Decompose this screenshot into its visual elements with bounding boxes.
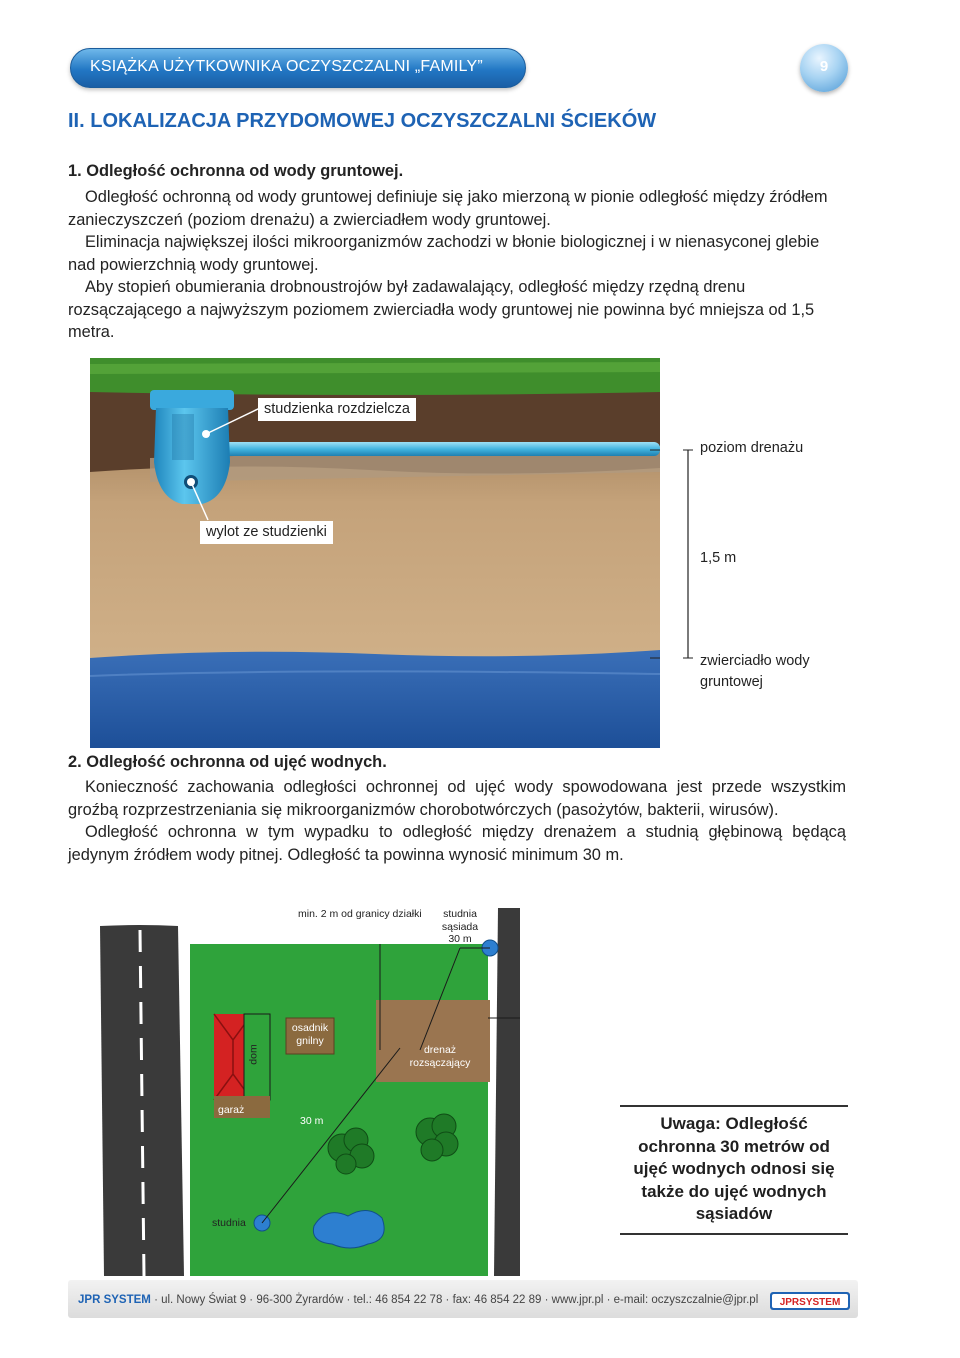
- label-min-road: min. 2 m od drogi: [522, 1008, 578, 1033]
- page-number: 9: [819, 58, 829, 75]
- footer-separator-icon: ·: [154, 1294, 162, 1306]
- paragraph: Eliminacja największej ilości mikroorganizmów zachodzi w błonie biologicznej i w nienasyconej glebie nad powierzchnią wody gruntowej.: [68, 233, 820, 274]
- label-septic-tank: osadnik gnilny: [291, 1022, 329, 1047]
- label-drain-field: drenaż rozsączający: [409, 1044, 471, 1069]
- label-neighbor-well: studnia sąsiada: [441, 908, 479, 933]
- drain-pipe: [210, 442, 660, 456]
- svg-text:JPRSYSTEM: JPRSYSTEM: [779, 1297, 841, 1308]
- plot-plan-diagram: [100, 900, 520, 1276]
- paragraph: Odległość ochronna w tym wypadku to odległość między drenażem a studnią głębinową będącą jedynym źródłem wody pitnej. Odległość ta powinna wynosić minimum 30 m.: [68, 823, 846, 864]
- label-outlet: wylot ze studzienki: [200, 521, 333, 544]
- footer-company: JPR SYSTEM: [78, 1294, 151, 1306]
- label-house: dom: [247, 1044, 260, 1065]
- distribution-well-cap: [150, 390, 234, 410]
- label-neighbor-distance: 30 m: [448, 933, 472, 945]
- section-heading: II. LOKALIZACJA PRZYDOMOWEJ OCZYSZCZALNI ŚCIEKÓW: [68, 110, 657, 132]
- distance-dimension-line: [680, 448, 700, 668]
- subsection-1-heading: 1. Odległość ochronna od wody gruntowej.: [68, 162, 404, 180]
- subsection-1-body: [68, 186, 846, 344]
- label-garage: garaż: [218, 1104, 245, 1116]
- right-road: [494, 908, 520, 1276]
- label-well: studnia: [212, 1217, 246, 1229]
- footer-address: ul. Nowy Świat 9 · 96-300 Żyrardów · tel.: 46 854 22 78 · fax: 46 854 22 89 · www.jpr.pl · e-mail: oczyszczalnie@jpr.pl: [161, 1294, 759, 1306]
- paragraph: Odległość ochronną od wody gruntowej definiuje się jako mierzoną w pionie odległość między źródłem zanieczyszczeń (poziom drenażu) a zwierciadłem wody gruntowej.: [68, 188, 828, 229]
- pond: [313, 1210, 384, 1248]
- paragraph: Aby stopień obumierania drobnoustrojów był zadawalający, odległość między rzędną drenu rozsączającego a najwyższym poziomem zwierciadła wody gruntowej nie powinna być mniejsza od 1,5 metra.: [68, 278, 815, 341]
- note-text: Uwaga: Odległość ochronna 30 metrów od ujęć wodnych odnosi się także do ujęć wodnych sąsiadów: [633, 1114, 835, 1223]
- company-logo: [770, 1288, 850, 1314]
- header-title: KSIĄŻKA UŻYTKOWNIKA OCZYSZCZALNI „FAMILY”: [90, 58, 483, 75]
- label-drain-level: poziom drenażu: [700, 440, 804, 456]
- label-water-table: zwierciadło wody gruntowej: [700, 653, 810, 690]
- groundwater-layer: [90, 650, 660, 748]
- subsection-2-body: [68, 776, 846, 866]
- label-distance-1-5m: 1,5 m: [700, 550, 737, 566]
- label-distribution-well: studzienka rozdzielcza: [258, 398, 416, 421]
- label-distance-30m: 30 m: [300, 1115, 324, 1127]
- label-min-boundary: min. 2 m od granicy działki: [298, 908, 422, 920]
- footer-text: [78, 1294, 758, 1306]
- subsection-2-heading: 2. Odległość ochronna od ujęć wodnych.: [68, 753, 387, 771]
- paragraph: Konieczność zachowania odległości ochronnej od ujęć wody spowodowana jest przede wszystkim groźbą rozprzestrzeniania się mikroorganizmów chorobotwórczych (pasożytów, bakterii, wirusów).: [68, 778, 846, 819]
- tree-icon: [416, 1114, 458, 1161]
